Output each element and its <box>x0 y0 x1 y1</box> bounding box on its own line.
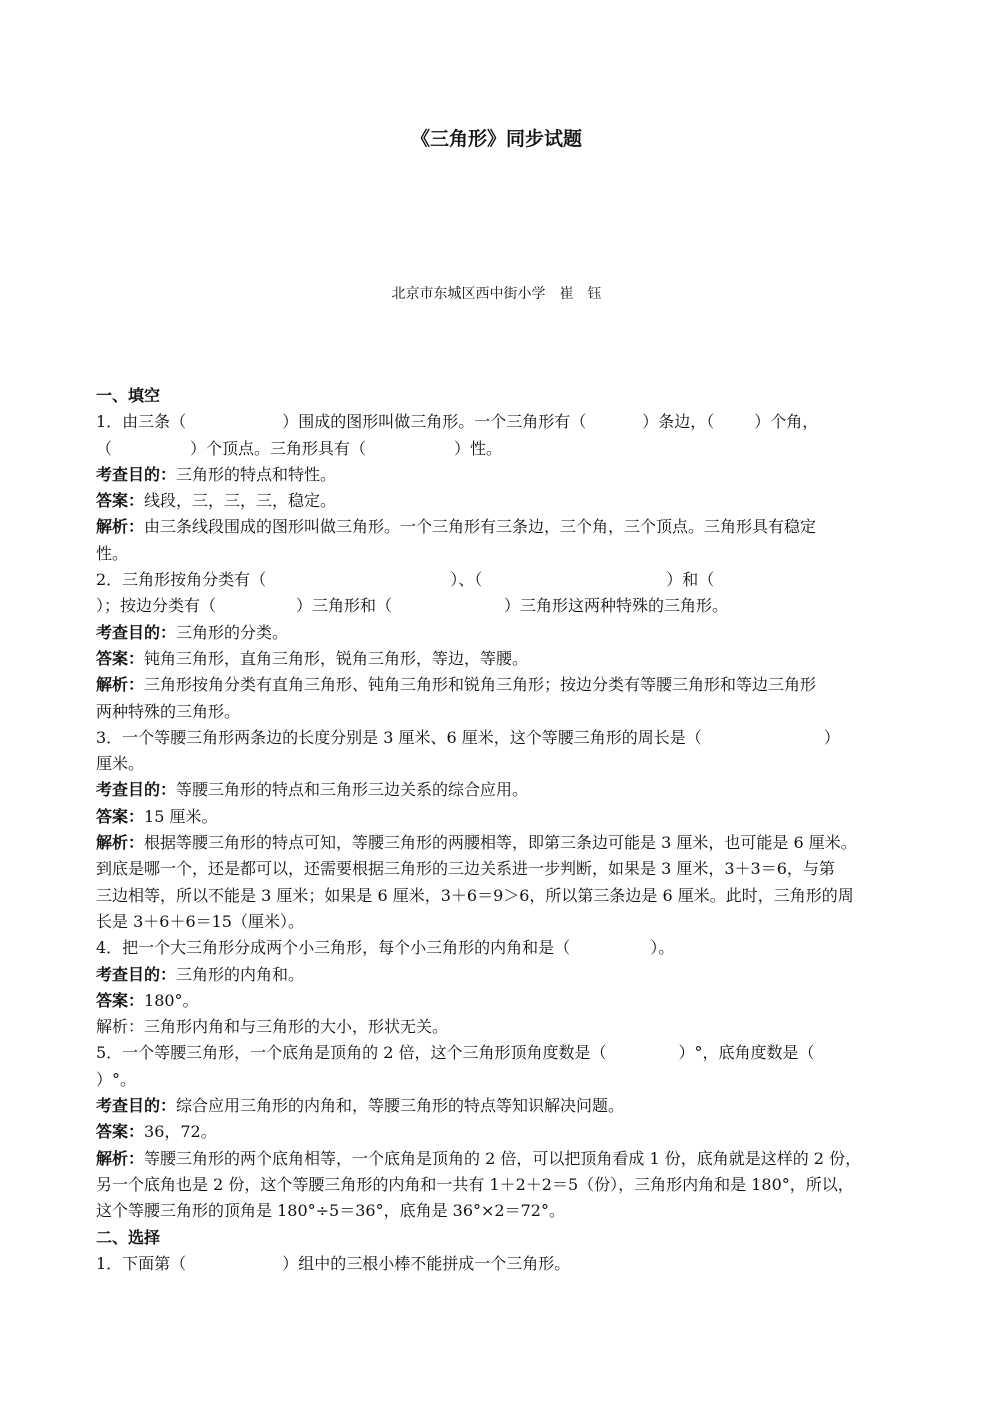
author-line: 北京市东城区西中街小学 崔 钰 <box>391 286 602 302</box>
choice-question-1 <box>96 1251 914 1277</box>
analysis-label: 解析： <box>96 833 145 853</box>
question-1-answer <box>96 488 914 514</box>
question-4-purpose <box>96 962 914 988</box>
question-1-purpose <box>96 462 914 488</box>
question-text: ）条边，（ <box>642 412 715 432</box>
question-4-analysis: 解析：三角形内角和与三角形的大小，形状无关。 <box>96 1017 449 1037</box>
question-text: （ <box>96 438 113 458</box>
question-2-purpose <box>96 620 914 646</box>
analysis-text: 三角形按角分类有直角三角形、钝角三角形和锐角三角形；按边分类有等腰三角形和等边三角形 <box>144 675 817 695</box>
question-text: ）；按边分类有（ <box>96 596 217 616</box>
question-2-analysis <box>96 672 914 698</box>
question-3-line-1 <box>96 725 914 751</box>
question-5-answer <box>96 1119 914 1145</box>
question-5-analysis <box>96 1146 914 1172</box>
question-5-analysis-cont: 另一个底角也是 2 份，这个等腰三角形的内角和一共有 1＋2＋2＝5（份），三角形内角和是 180°，所以， <box>96 1174 854 1194</box>
analysis-label: 解析： <box>96 1148 145 1168</box>
question-text: ）个顶点。三角形具有（ <box>190 438 367 458</box>
question-4-answer <box>96 988 914 1014</box>
question-text: ）三角形和（ <box>296 596 393 616</box>
answer-label: 答案： <box>96 491 145 511</box>
question-1-line-1 <box>96 409 914 435</box>
question-text: ）。 <box>650 938 675 958</box>
question-5-purpose <box>96 1093 914 1119</box>
answer-label: 答案： <box>96 648 145 668</box>
section-heading-fill-blank: 一、填空 <box>96 386 161 405</box>
answer-text: 180°。 <box>144 990 199 1010</box>
purpose-label: 考查目的： <box>96 1096 177 1116</box>
answer-text: 钝角三角形，直角三角形，锐角三角形，等边，等腰。 <box>144 648 529 668</box>
analysis-label: 解析： <box>96 517 145 537</box>
analysis-text: 由三条线段围成的图形叫做三角形。一个三角形有三条边，三个角，三个顶点。三角形具有稳定 <box>144 517 817 537</box>
purpose-text: 等腰三角形的特点和三角形三边关系的综合应用。 <box>176 780 529 800</box>
question-2-answer <box>96 646 914 672</box>
purpose-label: 考查目的： <box>96 622 177 642</box>
purpose-text: 三角形的内角和。 <box>176 964 305 984</box>
question-5-analysis-cont: 这个等腰三角形的顶角是 180°÷5＝36°，底角是 36°×2＝72°。 <box>96 1201 565 1221</box>
question-3-line-2: 厘米。 <box>96 754 145 774</box>
question-1-line-2 <box>96 436 914 462</box>
question-text: ） <box>823 727 840 747</box>
answer-label: 答案： <box>96 806 145 826</box>
question-2-line-2 <box>96 593 914 619</box>
answer-label: 答案： <box>96 990 145 1010</box>
question-text: 2．三角形按角分类有（ <box>96 570 267 590</box>
question-text: 1．下面第（ <box>96 1253 187 1273</box>
question-3-analysis-cont: 到底是哪一个，还是都可以，还需要根据三角形的三边关系进一步判断，如果是 3 厘米，3＋3＝6，与第 <box>96 859 835 879</box>
section-heading-multiple-choice: 二、选择 <box>96 1227 161 1247</box>
question-1-analysis-cont: 性。 <box>96 543 129 563</box>
purpose-label: 考查目的： <box>96 464 177 484</box>
purpose-label: 考查目的： <box>96 780 177 800</box>
question-1-analysis <box>96 514 914 540</box>
question-3-purpose <box>96 777 914 803</box>
document-body <box>96 383 914 1277</box>
document-title: 《三角形》同步试题 <box>410 128 582 150</box>
answer-text: 36，72。 <box>144 1122 217 1142</box>
purpose-text: 综合应用三角形的内角和，等腰三角形的特点等知识解决问题。 <box>176 1096 625 1116</box>
answer-label: 答案： <box>96 1122 145 1142</box>
question-3-analysis-cont: 长是 3＋6＋6＝15（厘米）。 <box>96 911 304 931</box>
answer-text: 15 厘米。 <box>144 806 218 826</box>
question-5-line-2: ）°。 <box>96 1069 137 1089</box>
question-text: 4．把一个大三角形分成两个小三角形，每个小三角形的内角和是（ <box>96 938 571 958</box>
analysis-text: 根据等腰三角形的特点可知，等腰三角形的两腰相等，即第三条边可能是 3 厘米，也可能是 6 厘米。 <box>144 833 857 853</box>
purpose-text: 三角形的分类。 <box>176 622 289 642</box>
question-text: ）组中的三根小棒不能拼成一个三角形。 <box>282 1253 571 1273</box>
analysis-label: 解析： <box>96 675 145 695</box>
question-text: ）和（ <box>666 570 715 590</box>
purpose-text: 三角形的特点和特性。 <box>176 464 337 484</box>
question-text: 1．由三条（ <box>96 412 187 432</box>
question-3-analysis-cont: 三边相等，所以不能是 3 厘米；如果是 6 厘米，3＋6＝9＞6，所以第三条边是 6 厘米。此时，三角形的周 <box>96 885 854 905</box>
question-2-line-1 <box>96 567 914 593</box>
question-2-analysis-cont: 两种特殊的三角形。 <box>96 701 241 721</box>
question-4-line-1 <box>96 935 914 961</box>
question-text: ）、（ <box>450 570 483 590</box>
answer-text: 线段，三，三，三，稳定。 <box>144 491 337 511</box>
question-text: ）三角形这两种特殊的三角形。 <box>504 596 729 616</box>
question-text: ）个角， <box>754 412 819 432</box>
question-text: ）围成的图形叫做三角形。一个三角形有（ <box>282 412 587 432</box>
question-3-answer <box>96 804 914 830</box>
purpose-label: 考查目的： <box>96 964 177 984</box>
question-text: 5．一个等腰三角形，一个底角是顶角的 2 倍，这个三角形顶角度数是（ <box>96 1043 607 1063</box>
question-3-analysis <box>96 830 914 856</box>
question-text: 3．一个等腰三角形两条边的长度分别是 3 厘米、6 厘米，这个等腰三角形的周长是（ <box>96 727 702 747</box>
question-5-line-1 <box>96 1040 914 1066</box>
question-text: ）性。 <box>454 438 503 458</box>
analysis-text: 等腰三角形的两个底角相等，一个底角是顶角的 2 倍，可以把顶角看成 1 份，底角就是这样的 2 份， <box>144 1148 862 1168</box>
question-text: ）°，底角度数是（ <box>678 1043 815 1063</box>
